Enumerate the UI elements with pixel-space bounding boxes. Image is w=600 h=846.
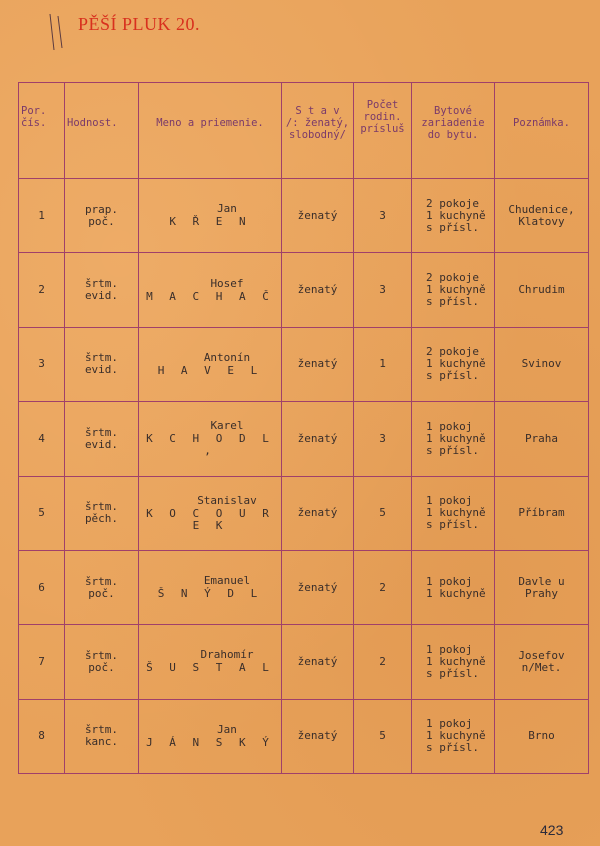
family-cell [354, 625, 412, 699]
name-cell [139, 253, 282, 327]
housing-cell [412, 179, 495, 253]
note-cell [495, 476, 589, 550]
housing-line: 2 pokoje [426, 196, 479, 210]
surname: K C H O D L , [146, 432, 274, 458]
given-name: Antonín [203, 350, 251, 364]
rank-line: šrtm. [84, 648, 119, 662]
housing-cell [412, 476, 495, 550]
rank-line: šrtm. [84, 574, 119, 588]
housing-line: 1 kuchyně [426, 283, 486, 297]
name-cell [139, 550, 282, 624]
name-cell [139, 179, 282, 253]
row-number: 2 [38, 283, 45, 297]
column-header-family: Počet rodin. prísluš [354, 83, 412, 179]
family-cell [354, 327, 412, 401]
rank-line: evid. [84, 363, 119, 377]
housing-cell [412, 253, 495, 327]
row-number: 1 [38, 208, 45, 222]
housing-line: 1 kuchyně [426, 431, 486, 445]
housing-line: 1 pokoj [426, 574, 473, 588]
family-cell [354, 550, 412, 624]
note-line: Chudenice, [508, 202, 575, 216]
given-name: Jan [217, 722, 237, 736]
rank-line: kanc. [84, 735, 119, 749]
name-cell [139, 625, 282, 699]
marital-status: ženatý [297, 729, 338, 743]
surname: H A V E L [157, 363, 263, 377]
housing-line: s přísl. [426, 741, 479, 755]
family-cell [354, 476, 412, 550]
family-count: 5 [379, 729, 386, 743]
rank-cell [65, 402, 139, 476]
note-cell [495, 253, 589, 327]
housing-line: 1 pokoj [426, 494, 473, 508]
rank-cell [65, 253, 139, 327]
family-count: 3 [379, 208, 386, 222]
personnel-register-table [18, 82, 589, 774]
marital-status: ženatý [297, 580, 338, 594]
row-number-cell [19, 253, 65, 327]
rank-line: poč. [88, 660, 115, 674]
housing-line: 2 pokoje [426, 271, 479, 285]
rank-line: šrtm. [84, 425, 119, 439]
row-number-cell [19, 327, 65, 401]
housing-line: 1 pokoj [426, 419, 473, 433]
column-header-note: Poznámka. [495, 83, 589, 179]
given-name: Jan [217, 202, 237, 216]
housing-line: 1 kuchyně [426, 586, 486, 600]
table-row [19, 476, 589, 550]
table-row [19, 179, 589, 253]
housing-line: 1 kuchyně [426, 654, 486, 668]
rank-line: šrtm. [84, 500, 119, 514]
column-header-housing: Bytové zariadenie do bytu. [412, 83, 495, 179]
note-line: Praha [524, 431, 559, 445]
housing-cell [412, 699, 495, 773]
page-number: 423 [540, 822, 564, 838]
row-number-cell [19, 625, 65, 699]
row-number: 7 [38, 654, 45, 668]
column-header-status: S t a v /: ženatý, slobodný/ [282, 83, 354, 179]
rank-line: evid. [84, 437, 119, 451]
row-number-cell [19, 179, 65, 253]
family-count: 2 [379, 580, 386, 594]
housing-cell [412, 402, 495, 476]
status-cell [282, 625, 354, 699]
rank-line: evid. [84, 289, 119, 303]
family-count: 3 [379, 283, 386, 297]
table-row [19, 253, 589, 327]
row-number: 4 [38, 431, 45, 445]
status-cell [282, 253, 354, 327]
note-cell [495, 402, 589, 476]
rank-cell [65, 699, 139, 773]
name-cell [139, 476, 282, 550]
housing-line: s přísl. [426, 295, 479, 309]
table-row [19, 402, 589, 476]
row-number-cell [19, 550, 65, 624]
table-row [19, 550, 589, 624]
note-line: Davle u [518, 574, 565, 588]
family-count: 1 [379, 357, 386, 371]
note-line: Chrudim [518, 283, 565, 297]
regiment-stamp: PĚŠÍ PLUK 20. [78, 14, 201, 34]
status-cell [282, 402, 354, 476]
status-cell [282, 550, 354, 624]
name-cell [139, 699, 282, 773]
housing-line: 1 kuchyně [426, 357, 486, 371]
surname: M A C H A Č [146, 289, 274, 303]
name-cell [139, 402, 282, 476]
rank-line: poč. [88, 586, 115, 600]
rank-line: poč. [88, 214, 115, 228]
status-cell [282, 699, 354, 773]
family-cell [354, 253, 412, 327]
marital-status: ženatý [297, 506, 338, 520]
housing-line: 1 pokoj [426, 717, 473, 731]
rank-line: šrtm. [84, 277, 119, 291]
row-number-cell [19, 699, 65, 773]
note-line: Brno [528, 729, 555, 743]
rank-cell [65, 625, 139, 699]
table-row [19, 327, 589, 401]
rank-line: šrtm. [84, 351, 119, 365]
housing-line: 1 kuchyně [426, 506, 486, 520]
note-cell [495, 550, 589, 624]
housing-cell [412, 625, 495, 699]
housing-cell [412, 327, 495, 401]
row-number: 8 [38, 729, 45, 743]
row-number-cell [19, 402, 65, 476]
table-row [19, 625, 589, 699]
family-cell [354, 699, 412, 773]
note-line: Svinov [521, 357, 562, 371]
given-name: Hosef [210, 276, 244, 290]
header-row [19, 83, 589, 179]
housing-line: 1 kuchyně [426, 729, 486, 743]
family-cell [354, 179, 412, 253]
given-name: Drahomír [200, 648, 254, 662]
marital-status: ženatý [297, 283, 338, 297]
marital-status: ženatý [297, 431, 338, 445]
table-row [19, 699, 589, 773]
rank-line: prap. [84, 202, 119, 216]
family-count: 5 [379, 506, 386, 520]
note-line: Příbram [518, 506, 565, 520]
surname: Š U S T A L [146, 661, 274, 675]
note-line: Josefov [518, 648, 565, 662]
rank-line: šrtm. [84, 723, 119, 737]
housing-line: 1 pokoj [426, 642, 473, 656]
housing-line: s přísl. [426, 518, 479, 532]
column-header-name: Meno a priemenie. [139, 83, 282, 179]
row-number: 6 [38, 580, 45, 594]
rank-cell [65, 327, 139, 401]
surname: Š N Ý D L [157, 587, 263, 601]
row-number: 5 [38, 506, 45, 520]
status-cell [282, 179, 354, 253]
housing-cell [412, 550, 495, 624]
name-cell [139, 327, 282, 401]
row-number-cell [19, 476, 65, 550]
note-cell [495, 625, 589, 699]
pencil-mark [46, 12, 68, 52]
housing-line: s přísl. [426, 220, 479, 234]
rank-line: pěch. [84, 512, 119, 526]
housing-line: s přísl. [426, 666, 479, 680]
rank-cell [65, 476, 139, 550]
family-cell [354, 402, 412, 476]
surname: J Á N S K Ý [146, 735, 274, 749]
housing-line: 2 pokoje [426, 345, 479, 359]
marital-status: ženatý [297, 654, 338, 668]
note-line: Prahy [524, 586, 559, 600]
given-name: Emanuel [203, 574, 251, 588]
status-cell [282, 327, 354, 401]
column-header-rank: Hodnost. [65, 83, 139, 179]
row-number: 3 [38, 357, 45, 371]
marital-status: ženatý [297, 357, 338, 371]
note-line: n/Met. [521, 660, 562, 674]
surname: K O C O U R E K [146, 506, 274, 532]
note-line: Klatovy [518, 214, 565, 228]
given-name: Stanislav [197, 493, 257, 507]
marital-status: ženatý [297, 208, 338, 222]
given-name: Karel [210, 419, 244, 433]
note-cell [495, 699, 589, 773]
family-count: 2 [379, 654, 386, 668]
note-cell [495, 179, 589, 253]
housing-line: s přísl. [426, 369, 479, 383]
rank-cell [65, 179, 139, 253]
note-cell [495, 327, 589, 401]
column-header-number: Por. čís. [19, 83, 65, 179]
surname: K Ř E N [169, 215, 251, 229]
housing-line: 1 kuchyně [426, 208, 486, 222]
rank-cell [65, 550, 139, 624]
housing-line: s přísl. [426, 443, 479, 457]
status-cell [282, 476, 354, 550]
family-count: 3 [379, 431, 386, 445]
